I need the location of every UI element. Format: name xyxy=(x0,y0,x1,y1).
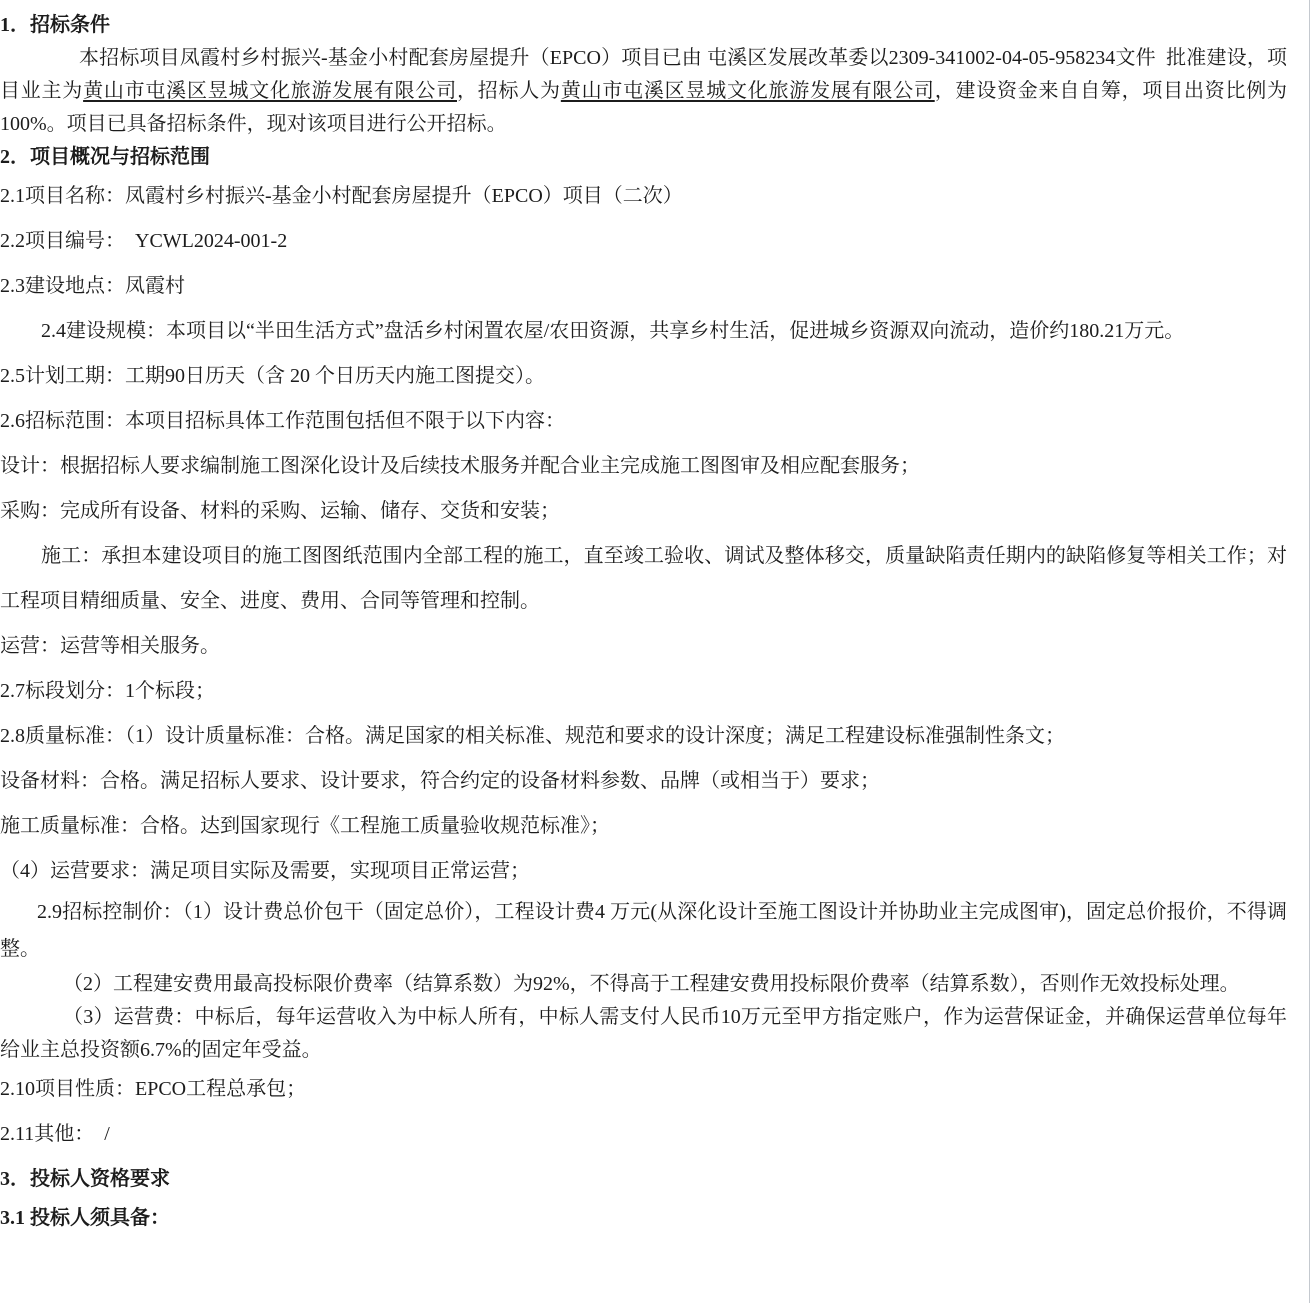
quality-equipment-materials: 设备材料：合格。满足招标人要求、设计要求，符合约定的设备材料参数、品牌（或相当于）要求； xyxy=(0,770,880,792)
intro-text-mid: ，招标人为 xyxy=(456,80,561,102)
item-tender-control-price: 2.9招标控制价：（1）设计费总价包干（固定总价），工程设计费4 万元(从深化设计至施工图设计并协助业主完成图审)，固定总价报价，不得调整。 xyxy=(0,901,1287,960)
item-construction-site: 2.3建设地点：凤霞村 xyxy=(0,275,185,297)
control-price-construction-rate: （2）工程建安费用最高投标限价费率（结算系数）为92%，不得高于工程建安费用投标限价费率（结算系数），否则作无效投标处理。 xyxy=(63,973,1240,995)
control-price-operation-fee: （3）运营费：中标后，每年运营收入为中标人所有，中标人需支付人民币10万元至甲方指定账户，作为运营保证金，并确保运营单位每年给业主总投资额6.7%的固定年受益。 xyxy=(0,1006,1287,1061)
item-bid-sections: 2.7标段划分：1个标段； xyxy=(0,680,215,702)
intro-text-lead: 本招标项目凤霞村乡村振兴-基金小村配套房屋提升（EPCO）项目已由 屯溪区发展改革委以2309-341002-04-05-958234文件 批准建设，项目业主为 xyxy=(0,47,1287,102)
project-owner-name: 黄山市屯溪区昱城文化旅游发展有限公司 xyxy=(83,80,457,102)
tenderee-name: 黄山市屯溪区昱城文化旅游发展有限公司 xyxy=(560,80,935,102)
item-quality-standard: 2.8质量标准：（1）设计质量标准：合格。满足国家的相关标准、规范和要求的设计深度；满足工程建设标准强制性条文； xyxy=(0,725,1065,747)
scope-procurement: 采购：完成所有设备、材料的采购、运输、储存、交货和安装； xyxy=(0,500,560,522)
item-construction-scale: 2.4建设规模：本项目以“半田生活方式”盘活乡村闲置农屋/农田资源，共享乡村生活，促进城乡资源双向流动，造价约180.21万元。 xyxy=(41,320,1185,342)
item-planned-duration: 2.5计划工期：工期90日历天（含 20 个日历天内施工图提交）。 xyxy=(0,365,545,387)
page-right-border xyxy=(1309,0,1310,1303)
quality-construction-standard: 施工质量标准：合格。达到国家现行《工程施工质量验收规范标准》； xyxy=(0,815,610,837)
tender-conditions-paragraph xyxy=(0,42,1287,141)
scope-operation: 运营：运营等相关服务。 xyxy=(0,635,220,657)
heading-project-overview: 2．项目概况与招标范围 xyxy=(0,146,210,168)
item-other: 2.11其他： / xyxy=(0,1123,110,1145)
item-tender-scope: 2.6招标范围：本项目招标具体工作范围包括但不限于以下内容： xyxy=(0,410,565,432)
heading-bidder-qualification: 3．投标人资格要求 xyxy=(0,1168,170,1190)
heading-bidder-must-have: 3.1 投标人须具备： xyxy=(0,1207,170,1229)
heading-tender-conditions: 1．招标条件 xyxy=(0,14,110,36)
scope-construction: 施工：承担本建设项目的施工图图纸范围内全部工程的施工，直至竣工验收、调试及整体移交，质量缺陷责任期内的缺陷修复等相关工作；对工程项目精细质量、安全、进度、费用、合同等管理和控制。 xyxy=(0,545,1287,612)
item-project-nature: 2.10项目性质：EPCO工程总承包； xyxy=(0,1078,307,1100)
intro-text-tail: ，建设资金来自自筹，项目出资比例为100%。项目已具备招标条件，现对该项目进行公开招标。 xyxy=(0,80,1288,135)
item-project-name: 2.1项目名称：凤霞村乡村振兴-基金小村配套房屋提升（EPCO）项目（二次） xyxy=(0,185,683,207)
item-project-number: 2.2项目编号： YCWL2024-001-2 xyxy=(0,230,288,252)
scope-design: 设计：根据招标人要求编制施工图深化设计及后续技术服务并配合业主完成施工图图审及相应配套服务； xyxy=(0,455,920,477)
quality-operation-requirement: （4）运营要求：满足项目实际及需要，实现项目正常运营； xyxy=(0,860,530,882)
